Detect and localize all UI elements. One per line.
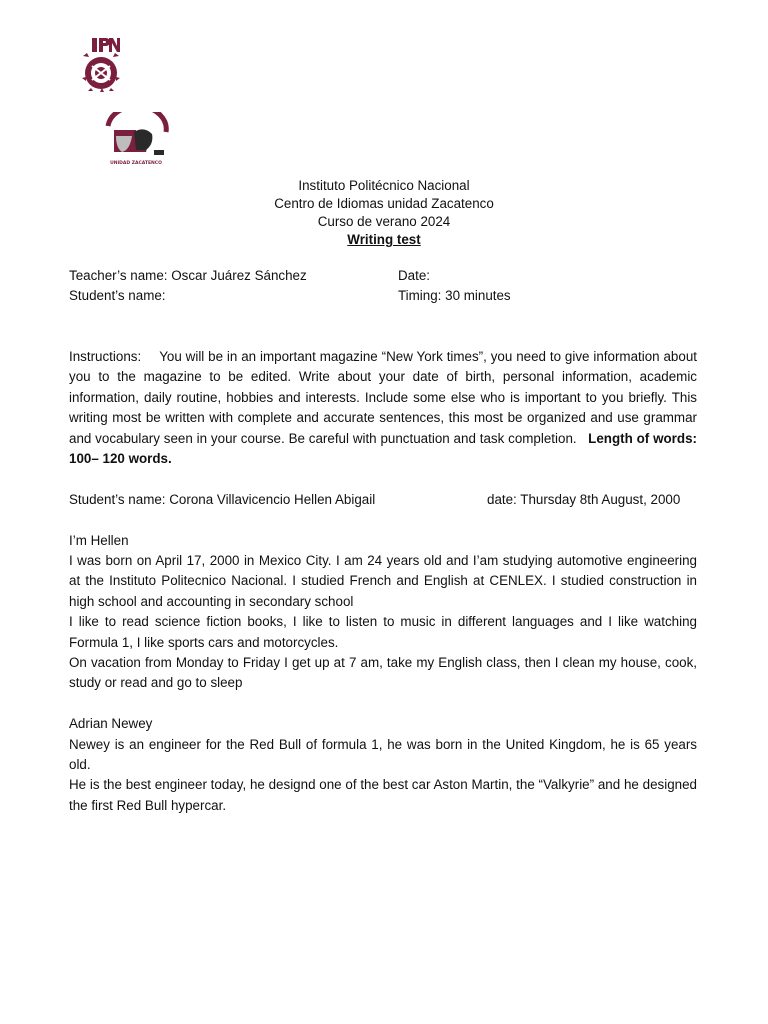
cenlex-logo xyxy=(72,112,200,172)
course-name: Curso de verano 2024 xyxy=(317,214,451,229)
student-date: date: Thursday 8th August, 2000 xyxy=(487,491,681,507)
word-length: Length of words: 100– 120 words. xyxy=(69,430,697,467)
essay-paragraph-3: On vacation from Monday to Friday I get up at 7 am, take my English class, then I clean my house, cook, study or read and go to sleep xyxy=(69,655,697,691)
essay-greeting: I’m Hellen xyxy=(69,532,129,548)
teacher-name: Teacher’s name: Oscar Juárez Sánchez xyxy=(69,268,307,283)
document-title: Writing test xyxy=(347,232,421,247)
document-body xyxy=(69,347,697,816)
instructions xyxy=(69,347,697,469)
timing: Timing: 30 minutes xyxy=(398,288,511,303)
student-line xyxy=(69,490,697,510)
student-name-label: Student’s name: xyxy=(69,288,166,303)
essay-person: Adrian Newey xyxy=(69,716,153,732)
test-meta xyxy=(69,266,699,306)
document-header xyxy=(0,177,768,249)
cenlex-logo-text: UNIDAD ZACATENCO xyxy=(110,161,162,166)
ipn-logo xyxy=(80,36,122,96)
date-label: Date: xyxy=(398,268,431,283)
essay-paragraph-2: I like to read science fiction books, I like to listen to music in different languages and I like watching Formula 1, I like sports cars and motorcycles. xyxy=(69,614,697,650)
instructions-text: You will be in an important magazine “New York times”, you need to give information about you to the magazine to be edited. Write about your date of birth, personal information, academic information, daily routine, hobbies and interests. Include some else who is important to you briefly. This writing most be written with complete and accurate sentences, this most be organized and use grammar and vocabulary seen in your course. Be careful with punctuation and task completion. xyxy=(69,349,697,446)
instructions-label: Instructions: xyxy=(69,349,142,364)
center-name: Centro de Idiomas unidad Zacatenco xyxy=(274,196,494,211)
essay-paragraph-1: I was born on April 17, 2000 in Mexico City. I am 24 years old and I’am studying automotive engineering at the Instituto Politecnico Nacional. I studied French and English at CENLEX. I studied construction in high school and accounting in secondary school xyxy=(69,553,697,609)
student-name: Student’s name: Corona Villavicencio Hellen Abigail xyxy=(69,491,376,507)
essay-paragraph-4: Newey is an engineer for the Red Bull of formula 1, he was born in the United Kingdom, he is 65 years old. xyxy=(69,736,697,773)
institution-name: Instituto Politécnico Nacional xyxy=(298,178,470,193)
ipn-logo-text: IPN xyxy=(101,44,103,45)
essay-paragraph-5: He is the best engineer today, he designd one of the best car Aston Martin, the “Valkyrie” and he designed the first Red Bull hypercar. xyxy=(69,777,697,813)
